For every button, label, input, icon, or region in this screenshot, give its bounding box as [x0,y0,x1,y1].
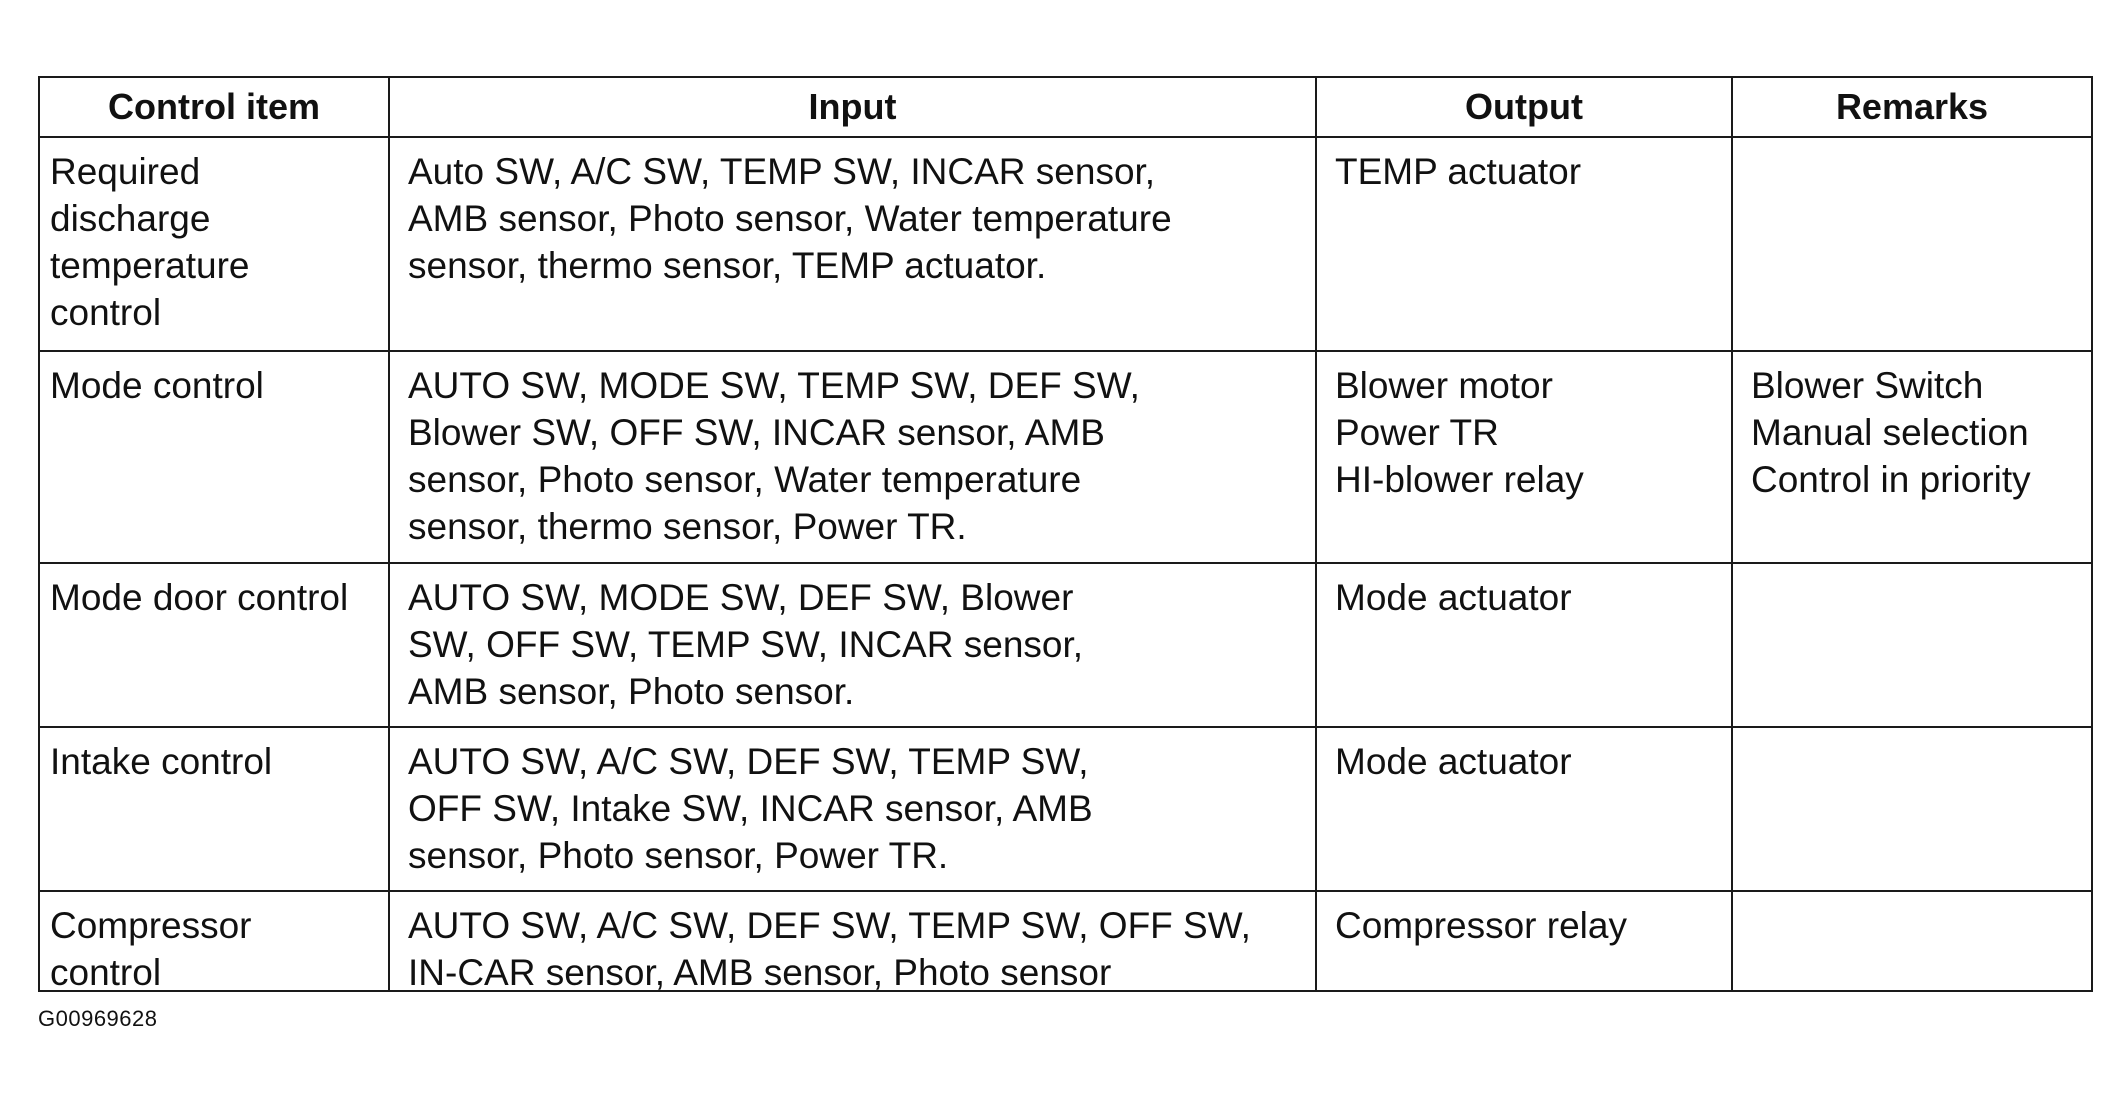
remarks-line: Control in priority [1751,459,2031,500]
output-line: Compressor relay [1335,905,1627,946]
output-line: TEMP actuator [1335,151,1582,192]
control-item-line: Intake control [50,741,273,782]
control-item-cell [39,891,389,991]
control-item-line: temperature [50,245,250,286]
output-line: HI-blower relay [1335,459,1584,500]
input-cell [389,351,1316,563]
header-remarks: Remarks [1732,77,2092,137]
input-cell [389,137,1316,351]
output-line: Power TR [1335,412,1499,453]
control-item-cell [39,351,389,563]
figure-id: G00969628 [38,1006,158,1031]
input-line: AUTO SW, MODE SW, DEF SW, Blower [408,577,1074,618]
control-spec-table [38,76,2093,992]
control-item-cell [39,727,389,891]
remarks-cell [1732,137,2092,351]
table-row [39,727,2092,891]
output-cell [1316,563,1732,727]
table-row [39,891,2092,991]
remarks-cell [1732,563,2092,727]
input-line: AMB sensor, Photo sensor. [408,671,855,712]
input-line: sensor, thermo sensor, TEMP actuator. [408,245,1047,286]
remarks-cell [1732,891,2092,991]
input-line: AUTO SW, A/C SW, DEF SW, TEMP SW, OFF SW, [408,905,1251,946]
input-line: AMB sensor, Photo sensor, Water temperature [408,198,1172,239]
remarks-line: Blower Switch [1751,365,1984,406]
input-cell [389,563,1316,727]
output-line: Mode actuator [1335,577,1572,618]
output-cell [1316,891,1732,991]
input-line: Blower SW, OFF SW, INCAR sensor, AMB [408,412,1105,453]
table-row [39,137,2092,351]
control-item-line: control [50,292,162,333]
input-line: AUTO SW, MODE SW, TEMP SW, DEF SW, [408,365,1140,406]
control-item-line: discharge [50,198,211,239]
input-line: OFF SW, Intake SW, INCAR sensor, AMB [408,788,1093,829]
control-item-line: Mode door control [50,577,349,618]
header-input: Input [389,77,1316,137]
input-line: Auto SW, A/C SW, TEMP SW, INCAR sensor, [408,151,1156,192]
control-item-line: Required [50,151,201,192]
remarks-line: Manual selection [1751,412,2029,453]
output-line: Mode actuator [1335,741,1572,782]
table-row [39,351,2092,563]
table-header-row [39,77,2092,137]
control-item-cell [39,137,389,351]
header-control-item: Control item [39,77,389,137]
table-row [39,563,2092,727]
control-item-line: Mode control [50,365,264,406]
output-cell [1316,137,1732,351]
input-line: sensor, thermo sensor, Power TR. [408,506,967,547]
input-line: IN-CAR sensor, AMB sensor, Photo sensor [408,952,1112,990]
output-line: Blower motor [1335,365,1553,406]
input-cell [389,891,1316,991]
input-line: sensor, Photo sensor, Power TR. [408,835,949,876]
control-item-cell [39,563,389,727]
control-item-line: control [50,952,162,990]
header-output: Output [1316,77,1732,137]
remarks-cell [1732,351,2092,563]
remarks-cell [1732,727,2092,891]
input-line: SW, OFF SW, TEMP SW, INCAR sensor, [408,624,1084,665]
output-cell [1316,351,1732,563]
input-line: sensor, Photo sensor, Water temperature [408,459,1082,500]
output-cell [1316,727,1732,891]
input-cell [389,727,1316,891]
input-line: AUTO SW, A/C SW, DEF SW, TEMP SW, [408,741,1089,782]
control-item-line: Compressor [50,905,252,946]
